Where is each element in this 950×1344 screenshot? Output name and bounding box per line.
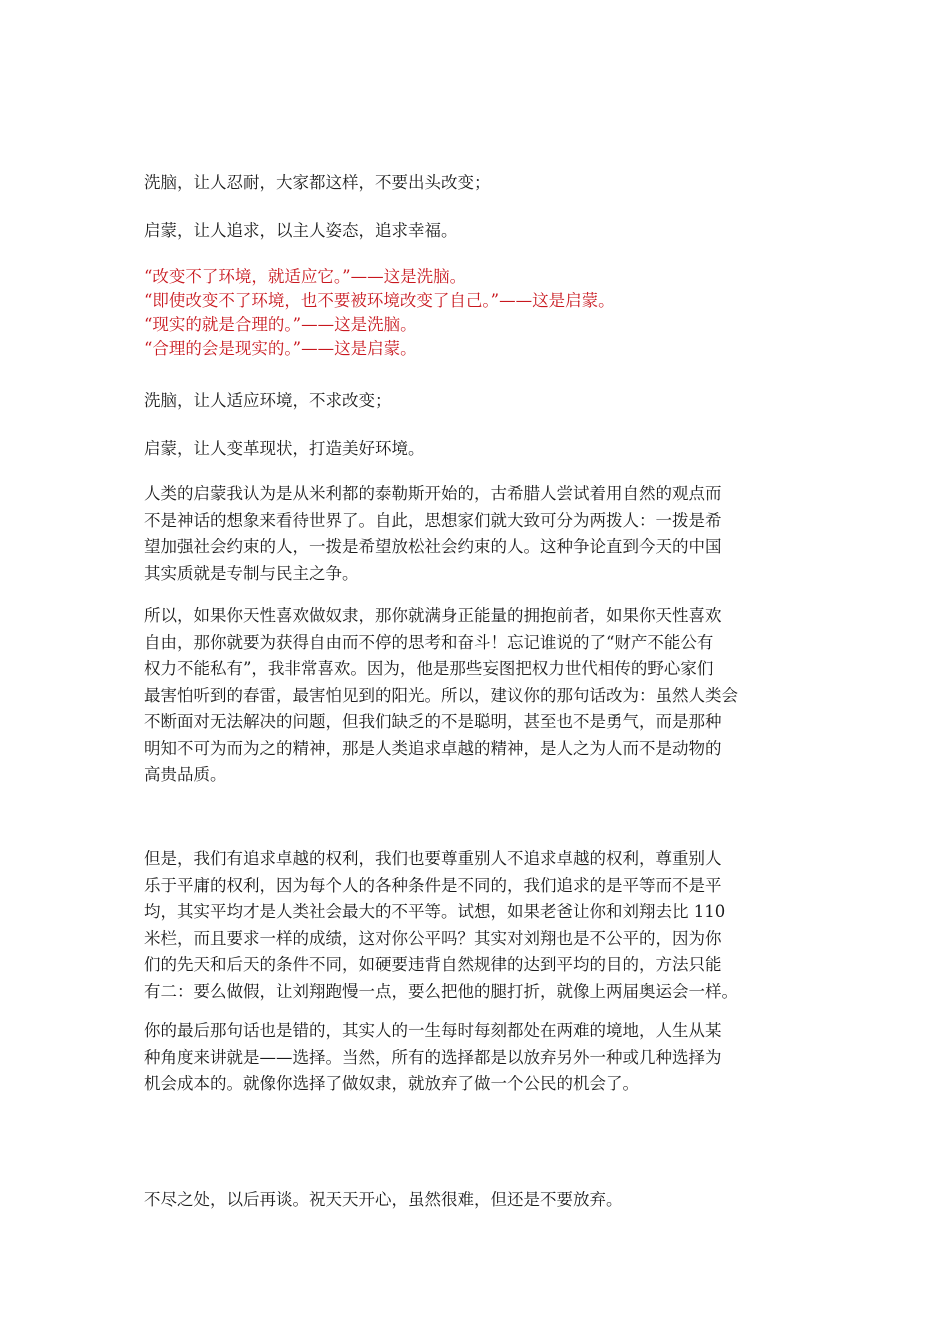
text-line: 机会成本的。就像你选择了做奴隶，就放弃了做一个公民的机会了。 (144, 1074, 639, 1093)
text-line: 明知不可为而为之的精神，那是人类追求卓越的精神，是人之为人而不是动物的 (144, 738, 722, 758)
text-line: 最害怕听到的春雷，最害怕见到的阳光。所以，建议你的那句话改为：虽然人类会 (144, 685, 738, 705)
quote-block (144, 265, 810, 361)
paragraph-freedom (144, 603, 810, 789)
paragraph-choice (144, 1018, 810, 1098)
text-line: 其实质就是专制与民主之争。 (144, 563, 359, 583)
quote-line: “合理的会是现实的。”——这是启蒙。 (144, 339, 417, 358)
text-line: 不是神话的想象来看待世界了。自此，思想家们就大致可分为两拨人：一拨是希 (144, 510, 722, 530)
quote-line: “改变不了环境，就适应它。”——这是洗脑。 (144, 267, 467, 286)
text-line: 你的最后那句话也是错的，其实人的一生每时每刻都处在两难的境地，人生从某 (144, 1021, 722, 1040)
paragraph-brainwash-1: 洗脑，让人忍耐，大家都这样，不要出头改变； (144, 173, 491, 192)
quote-line: “即使改变不了环境，也不要被环境改变了自己。”——这是启蒙。 (144, 291, 615, 310)
paragraph-enlighten-2: 启蒙，让人变革现状，打造美好环境。 (144, 439, 425, 458)
paragraph-closing: 不尽之处，以后再谈。祝天天开心，虽然很难，但还是不要放弃。 (144, 1190, 623, 1209)
text-line: 但是，我们有追求卓越的权利，我们也要尊重别人不追求卓越的权利，尊重别人 (144, 849, 722, 868)
text-line: 人类的启蒙我认为是从米利都的泰勒斯开始的，古希腊人尝试着用自然的观点而 (144, 484, 722, 503)
text-line: 有二：要么做假，让刘翔跑慢一点，要么把他的腿打折，就像上两届奥运会一样。 (144, 981, 738, 1001)
paragraph-thales (144, 481, 810, 587)
text-line: 米栏，而且要求一样的成绩，这对你公平吗？其实对刘翔也是不公平的，因为你 (144, 928, 722, 948)
text-line: 乐于平庸的权利，因为每个人的各种条件是不同的，我们追求的是平等而不是平 (144, 875, 722, 895)
text-line: 高贵品质。 (144, 765, 227, 784)
text-line: 所以，如果你天性喜欢做奴隶，那你就满身正能量的拥抱前者，如果你天性喜欢 (144, 606, 722, 625)
paragraph-brainwash-2: 洗脑，让人适应环境，不求改变； (144, 391, 392, 410)
paragraph-enlighten-1: 启蒙，让人追求，以主人姿态，追求幸福。 (144, 221, 458, 240)
text-line: 自由，那你就要为获得自由而不停的思考和奋斗！忘记谁说的了“财产不能公有 (144, 632, 714, 652)
paragraph-equality (144, 846, 810, 1005)
text-line: 均，其实平均才是人类社会最大的不平等。试想，如果老爸让你和刘翔去比 110 (144, 902, 726, 921)
text-line: 不断面对无法解决的问题，但我们缺乏的不是聪明，甚至也不是勇气，而是那种 (144, 712, 722, 731)
text-line: 权力不能私有”，我非常喜欢。因为，他是那些妄图把权力世代相传的野心家们 (144, 659, 714, 678)
text-line: 们的先天和后天的条件不同，如硬要违背自然规律的达到平均的目的，方法只能 (144, 955, 722, 974)
text-line: 种角度来讲就是——选择。当然，所有的选择都是以放弃另外一种或几种选择为 (144, 1047, 722, 1067)
text-line: 望加强社会约束的人，一拨是希望放松社会约束的人。这种争论直到今天的中国 (144, 537, 722, 556)
quote-line: “现实的就是合理的。”——这是洗脑。 (144, 315, 417, 334)
